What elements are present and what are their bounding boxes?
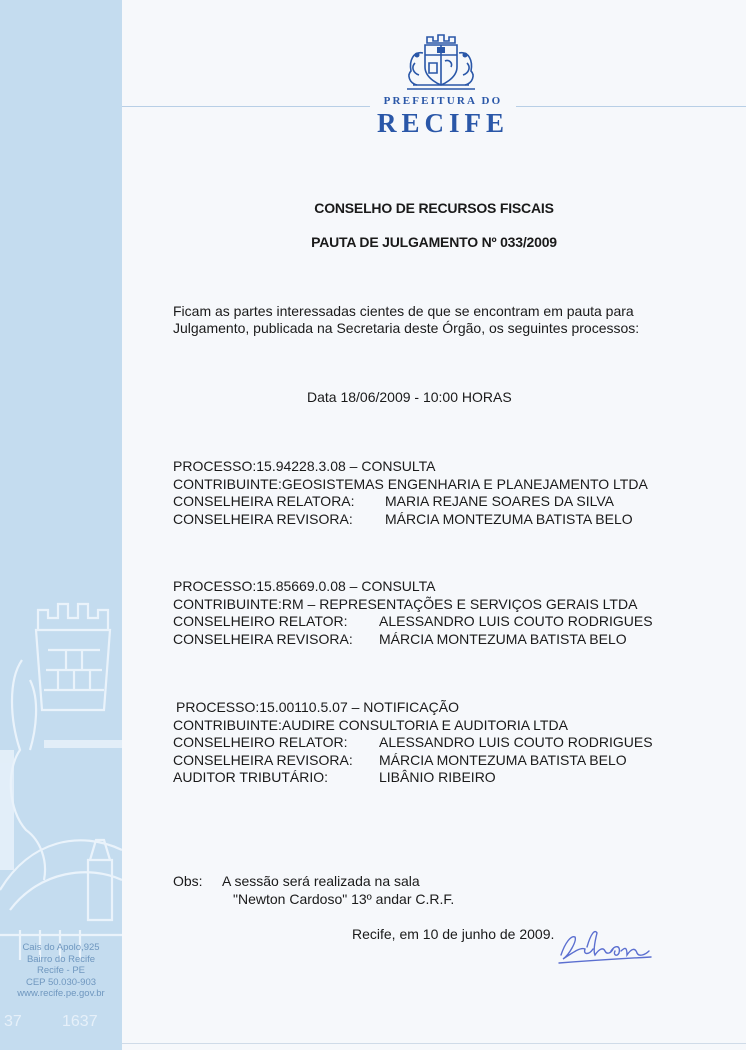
process-number: PROCESSO:15.00110.5.07 – NOTIFICAÇÃO [176, 699, 459, 715]
watermark-year-right: 1637 [62, 1013, 98, 1030]
address-district: Bairro do Recife [26, 953, 96, 965]
reviewer-label: CONSELHEIRA REVISORA: [173, 630, 353, 647]
rapporteur-name: MARIA REJANE SOARES DA SILVA [385, 493, 614, 509]
coat-of-arms-icon [403, 33, 479, 91]
handwritten-signature [555, 925, 655, 967]
rapporteur-label: CONSELHEIRO RELATOR: [173, 734, 348, 750]
address-website: www.recife.pe.gov.br [17, 988, 105, 999]
taxpayer: CONTRIBUINTE:AUDIRE CONSULTORIA E AUDITORIA LTDA [173, 716, 568, 733]
process-block [173, 699, 653, 787]
reviewer-label: CONSELHEIRA REVISORA: [173, 510, 353, 527]
agenda-heading: PAUTA DE JULGAMENTO Nº 033/2009 [311, 234, 557, 250]
intro-line-2: Julgamento, publicada na Secretaria deste Órgão, os seguintes processos: [173, 320, 640, 336]
taxpayer: CONTRIBUINTE:RM – REPRESENTAÇÕES E SERVIÇOS GERAIS LTDA [173, 595, 638, 612]
taxpayer: CONTRIBUINTE:GEOSISTEMAS ENGENHARIA E PLANEJAMENTO LTDA [173, 475, 648, 492]
rapporteur-label: CONSELHEIRO RELATOR: [173, 613, 348, 629]
reviewer-row [173, 511, 648, 529]
session-date: Data 18/06/2009 - 10:00 HORAS [307, 389, 512, 405]
reviewer-row [173, 631, 653, 649]
reviewer-name: MÁRCIA MONTEZUMA BATISTA BELO [379, 751, 627, 768]
process-number: PROCESSO:15.94228.3.08 – CONSULTA [173, 458, 436, 474]
intro-line-1: Ficam as partes interessadas cientes de que se encontram em pauta para [173, 303, 634, 319]
footer-divider [122, 1043, 746, 1044]
left-decorative-band [0, 0, 122, 1050]
rapporteur-label: CONSELHEIRA RELATORA: [173, 493, 355, 509]
obs-label: Obs: [173, 873, 203, 889]
auditor-label: AUDITOR TRIBUTÁRIO: [173, 769, 329, 785]
reviewer-row [173, 752, 653, 770]
reviewer-name: MÁRCIA MONTEZUMA BATISTA BELO [385, 510, 633, 527]
process-number: PROCESSO:15.85669.0.08 – CONSULTA [173, 578, 436, 594]
city-name-logo: RECIFE [376, 108, 509, 138]
obs-line-2: "Newton Cardoso" 13º andar C.R.F. [233, 891, 455, 907]
obs-line-1: A sessão será realizada na sala [222, 873, 420, 889]
rapporteur-row [173, 613, 653, 631]
watermark-year-left: 37 [4, 1013, 22, 1030]
address-street: Cais do Apolo,925 [22, 942, 100, 953]
address-postal-code: CEP 50.030-903 [25, 976, 97, 988]
reviewer-name: MÁRCIA MONTEZUMA BATISTA BELO [379, 630, 627, 647]
auditor-name: LIBÂNIO RIBEIRO [379, 769, 496, 785]
process-block [173, 578, 653, 648]
auditor-row [173, 769, 653, 787]
rapporteur-row [173, 493, 648, 511]
reviewer-label: CONSELHEIRA REVISORA: [173, 751, 353, 768]
process-block [173, 458, 648, 528]
rapporteur-name: ALESSANDRO LUIS COUTO RODRIGUES [379, 613, 653, 629]
rapporteur-row [173, 734, 653, 752]
council-heading: CONSELHO DE RECURSOS FISCAIS [314, 200, 554, 216]
address-city: Recife - PE [36, 965, 86, 976]
rapporteur-name: ALESSANDRO LUIS COUTO RODRIGUES [379, 734, 653, 750]
sidebar-address [0, 942, 122, 1000]
prefeitura-label: PREFEITURA DO [370, 95, 516, 107]
place-and-date: Recife, em 10 de junho de 2009. [352, 926, 555, 942]
